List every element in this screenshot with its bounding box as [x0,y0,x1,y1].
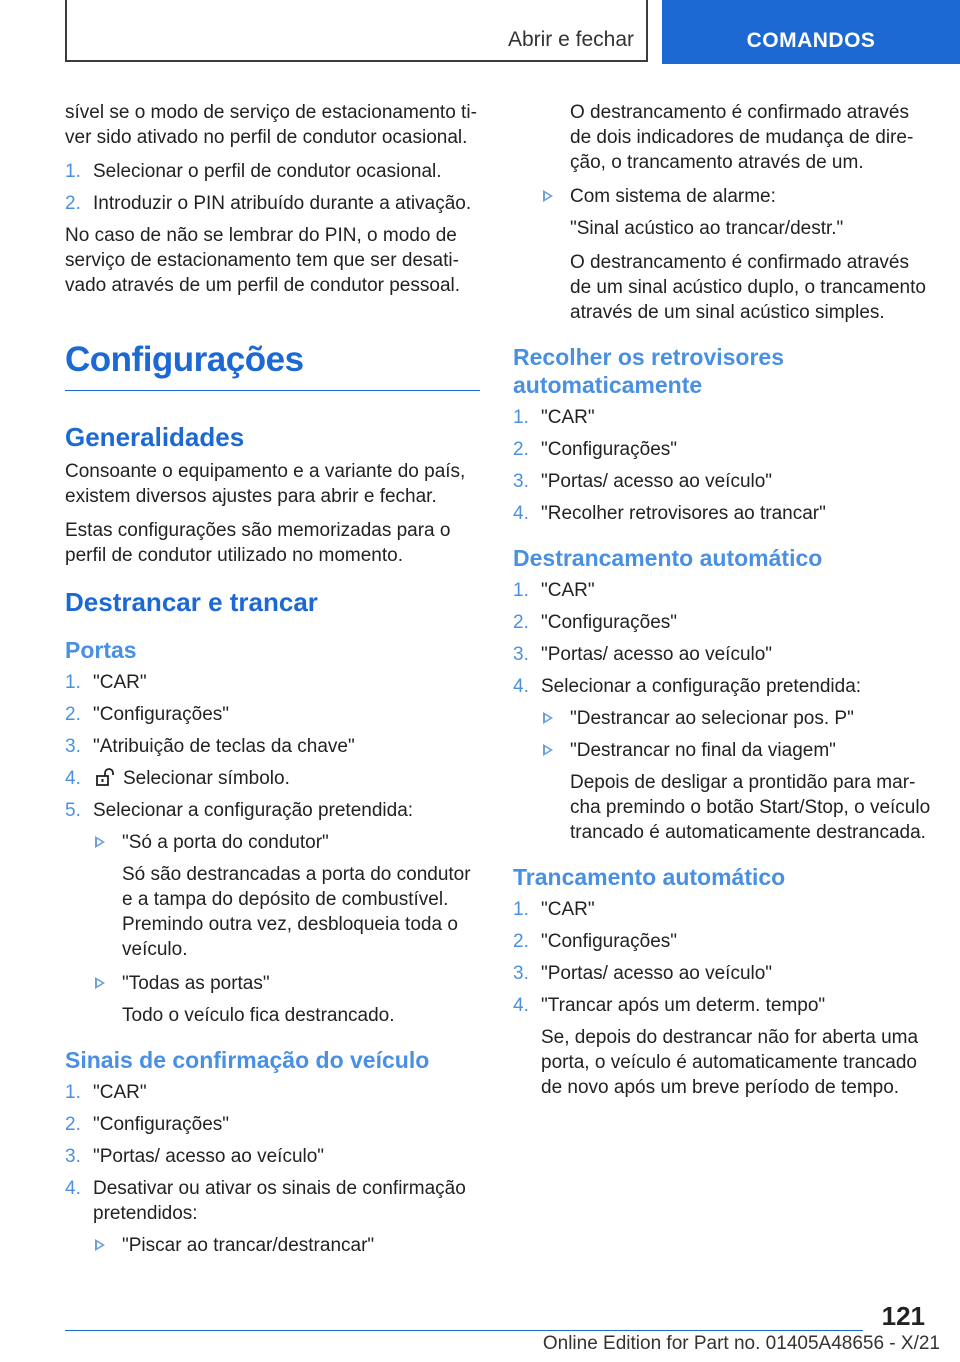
step-text: Selecionar a configuração pretendida: [93,800,414,821]
step-text: Desativar ou ativar os sinais de confirmação pretendidos: [93,1178,466,1224]
triangle-bullet-icon [543,190,553,202]
step-text: "Recolher retrovisores ao trancar" [541,503,826,524]
chapter-tab-label: COMANDOS [746,29,876,52]
triangle-bullet-icon [543,712,553,724]
step-text: "CAR" [541,407,595,428]
step-number: 2. [513,612,529,633]
list-item [513,437,933,462]
pin-paragraph: No caso de não se lembrar do PIN, o modo de serviço de estacionamento tem que ser desativado através de um perfil de condutor pessoal. [65,225,461,296]
page-number: 121 [881,1301,925,1331]
step-text: "Portas/ acesso ao veículo" [541,471,773,492]
list-item [513,405,933,430]
page-header [0,0,960,66]
list-item [513,929,933,954]
step-text: "Configurações" [541,931,678,952]
unlock-lock-heading: Destrancar e trancar [65,587,318,617]
intro-steps [65,159,480,216]
option-item [93,1233,480,1258]
chapter-tab [662,0,960,64]
step-text: Introduzir o PIN atribuído durante a ativação. [93,193,472,214]
doors-heading: Portas [65,637,137,663]
option-text: "Só a porta do condutor" [122,832,329,853]
auto-unlock-heading: Destrancamento automático [513,545,823,571]
step-text: "CAR" [541,580,595,601]
option-description: Depois de desligar a prontidão para marcha premindo o botão Start/Stop, o veículo trancado é automaticamente destrancada. [570,772,931,843]
mirrors-heading: Recolher os retrovisores automaticamente [513,344,785,398]
footer-rule [65,1330,863,1331]
option-text: Com sistema de alarme: [570,186,776,207]
left-column [65,100,480,1265]
step-number: 1. [65,161,81,182]
option-item [541,738,933,763]
step-number: 2. [513,931,529,952]
list-item [513,578,933,603]
auto-lock-steps [513,897,933,1018]
step-number: 1. [513,407,529,428]
option-item [541,184,933,209]
step-text: "Configurações" [93,704,230,725]
step-number: 1. [65,672,81,693]
option-text: "Piscar ao trancar/destrancar" [122,1235,375,1256]
list-item [65,1176,480,1226]
step-text: Selecionar símbolo. [123,768,290,789]
step-number: 5. [65,800,81,821]
chapter-heading: Configurações [65,340,304,379]
option-item [541,706,933,731]
option-item [93,830,480,855]
step-text: "CAR" [93,672,147,693]
list-item [513,610,933,635]
step-number: 4. [513,503,529,524]
step-number: 3. [65,1146,81,1167]
section-header-box [65,0,648,62]
step-number: 3. [65,736,81,757]
triangle-bullet-icon [95,1239,105,1251]
right-column [513,100,933,1109]
step-number: 3. [513,644,529,665]
option-description: O destrancamento é confirmado através de um sinal acústico duplo, o trancamento através de um sinal acústico simples. [570,252,926,323]
step-text: "Atribuição de teclas da chave" [93,736,355,757]
step-number: 4. [513,676,529,697]
step-text: "CAR" [541,899,595,920]
list-item [65,734,480,759]
triangle-bullet-icon [543,744,553,756]
step-text: "Configurações" [541,612,678,633]
step-text: "Configurações" [93,1114,230,1135]
step-number: 2. [65,193,81,214]
step-text: "Portas/ acesso ao veículo" [93,1146,325,1167]
option-text: "Destrancar no final da viagem" [570,740,836,761]
option-text: "Destrancar ao selecionar pos. P" [570,708,854,729]
step-number: 2. [513,439,529,460]
doors-steps [65,670,480,823]
section-title: Abrir e fechar [507,28,634,51]
auto-lock-heading: Trancamento automático [513,864,786,890]
step-number: 2. [65,1114,81,1135]
step-number: 4. [513,995,529,1016]
unlock-icon [95,768,117,786]
general-paragraph-1: Consoante o equipamento e a variante do país, existem diversos ajustes para abrir e fechar. [65,461,466,507]
heading-rule [65,390,480,391]
list-item [65,798,480,823]
step-number: 2. [65,704,81,725]
step-text: Selecionar a configuração pretendida: [541,676,862,697]
option-value: "Sinal acústico ao trancar/destr." [570,218,844,239]
step-text: "Configurações" [541,439,678,460]
list-item [65,670,480,695]
option-description: Só são destrancadas a porta do condutor e a tampa do depósito de combustível. Premindo outra vez, desbloqueia toda o veículo. [122,864,471,960]
list-item [65,702,480,727]
signals-heading: Sinais de confirmação do veículo [65,1047,430,1073]
mirrors-steps [513,405,933,526]
step-text: "Trancar após um determ. tempo" [541,995,826,1016]
list-item [513,501,933,526]
list-item [513,674,933,699]
list-item [65,1112,480,1137]
list-item [513,993,933,1018]
list-item [65,1080,480,1105]
step-number: 4. [65,1178,81,1199]
general-paragraph-2: Estas configurações são memorizadas para o perfil de condutor utilizado no momento. [65,520,451,566]
step-number: 1. [513,580,529,601]
signals-steps [65,1080,480,1226]
footer-edition: Online Edition for Part no. 01405A48656 - X/21 [542,1333,940,1354]
option-item [93,971,480,996]
step-number: 4. [65,768,81,789]
option-description: O destrancamento é confirmado através de dois indicadores de mudança de direção, o trancamento através de um. [570,102,914,173]
step-text: "Portas/ acesso ao veículo" [541,963,773,984]
list-item [65,1144,480,1169]
step-text: "CAR" [93,1082,147,1103]
intro-paragraph: sível se o modo de serviço de estacionamento tiver sido ativado no perfil de condutor ocasional. [65,102,477,148]
triangle-bullet-icon [95,836,105,848]
general-heading: Generalidades [65,422,245,452]
list-item [513,642,933,667]
list-item [513,897,933,922]
option-description: Todo o veículo fica destrancado. [122,1005,395,1026]
step-number: 1. [513,899,529,920]
step-number: 3. [513,963,529,984]
list-item [513,961,933,986]
list-item [65,191,480,216]
step-number: 1. [65,1082,81,1103]
list-item [65,766,480,791]
step-text: Selecionar o perfil de condutor ocasional. [93,161,442,182]
list-item [65,159,480,184]
auto-lock-description: Se, depois do destrancar não for aberta uma porta, o veículo é automaticamente trancado de novo após um breve período de tempo. [541,1027,919,1098]
triangle-bullet-icon [95,977,105,989]
step-number: 3. [513,471,529,492]
step-text: "Portas/ acesso ao veículo" [541,644,773,665]
option-text: "Todas as portas" [122,973,270,994]
auto-unlock-steps [513,578,933,699]
list-item [513,469,933,494]
